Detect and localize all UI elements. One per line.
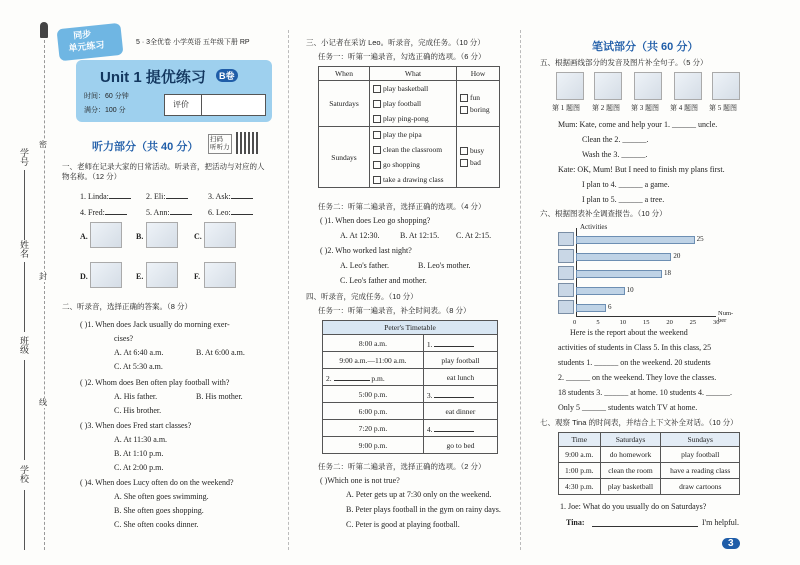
q2-item-1: ( )1. When does Jack usually do morning exer-: [80, 320, 230, 329]
q1-name-1: 1. Linda:: [80, 190, 131, 202]
activity-icon-3: [558, 266, 574, 280]
q3-task1: 任务一：听第一遍录音，勾选正确的选项。（6 分）: [318, 52, 486, 61]
picture-f: [204, 262, 236, 288]
bar-1: [576, 236, 695, 244]
binding-strip: [0, 0, 48, 565]
x-tick-label: 10: [619, 319, 627, 326]
option-bad[interactable]: bad: [460, 157, 496, 169]
timetable: Peter's Timetable 8:00 a.m. 1. 9:00 a.m.—11:00 a.m. play football 2. p.m. eat lunch 5:00 p.m. 3. 6:00 p.m. eat dinner 7:20 p.m. 4. 9:00 p.m. go to bed: [322, 320, 498, 454]
option-play-pipa[interactable]: play the pipa: [373, 127, 453, 142]
q5-picture-5: [712, 72, 740, 100]
written-title: 笔试部分（共 60 分）: [592, 41, 699, 53]
qr-code-icon[interactable]: [236, 132, 258, 154]
q1-name-4: 4. Fred:: [80, 206, 127, 218]
chart-xlabel: Num-ber: [718, 310, 734, 324]
picture-a: [90, 222, 122, 248]
q4-task2: 任务二：听第二遍录音，选择正确的选项。（2 分）: [318, 462, 486, 471]
q5-picture-2: [594, 72, 622, 100]
option-play-football[interactable]: play football: [373, 96, 453, 111]
bar-value-label: 20: [673, 252, 681, 260]
option-go-shopping[interactable]: go shopping: [373, 157, 453, 172]
bar-value-label: 18: [664, 269, 671, 277]
q5-picture-4: [674, 72, 702, 100]
option-fun[interactable]: fun: [460, 92, 496, 104]
q5-title: 五、根据画线部分的发音及图片补全句子。（5 分）: [540, 58, 708, 67]
q2-title: 二、听录音，选择正确的答案。（8 分）: [62, 302, 193, 311]
interview-table: When What How Saturdays play basketball play football play ping-pong fun boring Sundays play the pipa clean the classroom go shopping take a drawing class busy bad: [318, 66, 500, 188]
bar-5: [576, 304, 606, 312]
q3-title: 三、小记者在采访 Leo。听录音，完成任务。（10 分）: [306, 38, 485, 47]
q1-name-3: 3. Ask:: [208, 190, 253, 202]
option-boring[interactable]: boring: [460, 104, 496, 116]
q1-title: 一、老师在记录大家的日常活动。听录音，把活动与对应的人物名称。（12 分）: [62, 162, 265, 181]
bar-value-label: 25: [696, 235, 704, 243]
name-label: 姓名: [19, 240, 29, 258]
tina-timetable: Time Saturdays Sundays 9:00 a.m. do homework play football 1:00 p.m. clean the room have a reading class 4:30 p.m. play basketball draw cartoons: [558, 432, 740, 495]
seal-mark: 密: [39, 140, 47, 149]
x-tick-label: 0: [573, 319, 577, 326]
option-play-basketball[interactable]: play basketball: [373, 81, 453, 96]
student-no-label: 学号: [19, 148, 29, 166]
activities-chart: [558, 222, 748, 326]
bar-3: [576, 270, 662, 278]
x-tick-label: 30: [713, 319, 720, 326]
class-label: 班级: [19, 336, 29, 354]
picture-b: [146, 222, 178, 248]
school-label: 学校: [19, 465, 29, 483]
page-number: 3: [722, 538, 740, 549]
chart-ylabel: Activities: [580, 223, 608, 231]
joe-line: 1. Joe: What do you usually do on Saturdays?: [560, 502, 707, 511]
q3-task2: 任务二：听第二遍录音，选择正确的选项。（4 分）: [318, 202, 486, 211]
bar-value-label: 10: [626, 286, 634, 294]
activity-icon-5: [558, 300, 574, 314]
picture-d: [90, 262, 122, 288]
line-mark: 线: [39, 398, 47, 407]
x-tick-label: 20: [666, 319, 673, 326]
q6-title: 六、根据图表补全调查报告。（10 分）: [540, 209, 667, 218]
x-tick-label: 25: [689, 319, 697, 326]
bar-4: [576, 287, 625, 295]
option-play-pingpong[interactable]: play ping-pong: [373, 111, 453, 126]
tina-answer-blank[interactable]: [592, 526, 698, 527]
bar-2: [576, 253, 671, 261]
eval-box: 评价: [164, 94, 266, 116]
q2-item-4: ( )4. When does Lucy often do on the weekend?: [80, 478, 234, 487]
option-clean-classroom[interactable]: clean the classroom: [373, 142, 453, 157]
x-tick-label: 5: [596, 319, 600, 326]
chart-x-axis: [576, 316, 716, 317]
q2-item-3: ( )3. When does Fred start classes?: [80, 421, 192, 430]
q2-item-2: ( )2. Whom does Ben often play football with?: [80, 378, 230, 387]
score-info: 满分：100 分: [84, 107, 126, 114]
b-tag: B卷: [216, 69, 238, 82]
q1-name-5: 5. Ann:: [146, 206, 192, 218]
series-title: 5 · 3全优卷 小学英语 五年级下册 RP: [136, 39, 250, 46]
q4-task1: 任务一：听第一遍录音，补全时间表。（8 分）: [318, 306, 471, 315]
qr-label: 扫码 听听力: [208, 134, 232, 154]
q4-title: 四、听录音，完成任务。（10 分）: [306, 292, 418, 301]
activity-icon-4: [558, 283, 574, 297]
x-tick-label: 15: [643, 319, 650, 326]
option-drawing-class[interactable]: take a drawing class: [373, 172, 453, 187]
unit-badge: 同步 单元练习: [57, 23, 124, 62]
q1-name-2: 2. Eli:: [146, 190, 188, 202]
listening-title: 听力部分（共 40 分）: [92, 141, 199, 153]
picture-e: [146, 262, 178, 288]
option-busy[interactable]: busy: [460, 145, 496, 157]
q7-title: 七、观察 Tina 的时间表，并结合上下文补全对话。（10 分）: [540, 418, 738, 427]
picture-c: [204, 222, 236, 248]
unit-title: Unit 1 提优练习: [100, 69, 206, 86]
bar-value-label: 6: [608, 303, 612, 311]
q1-name-6: 6. Leo:: [208, 206, 253, 218]
unit-banner: [76, 60, 272, 122]
rocket-icon: [40, 22, 48, 38]
seal-mark-2: 封: [39, 272, 47, 281]
q5-picture-3: [634, 72, 662, 100]
activity-icon-2: [558, 249, 574, 263]
time-info: 时间：60 分钟: [84, 93, 129, 100]
activity-icon-1: [558, 232, 574, 246]
q5-picture-1: [556, 72, 584, 100]
